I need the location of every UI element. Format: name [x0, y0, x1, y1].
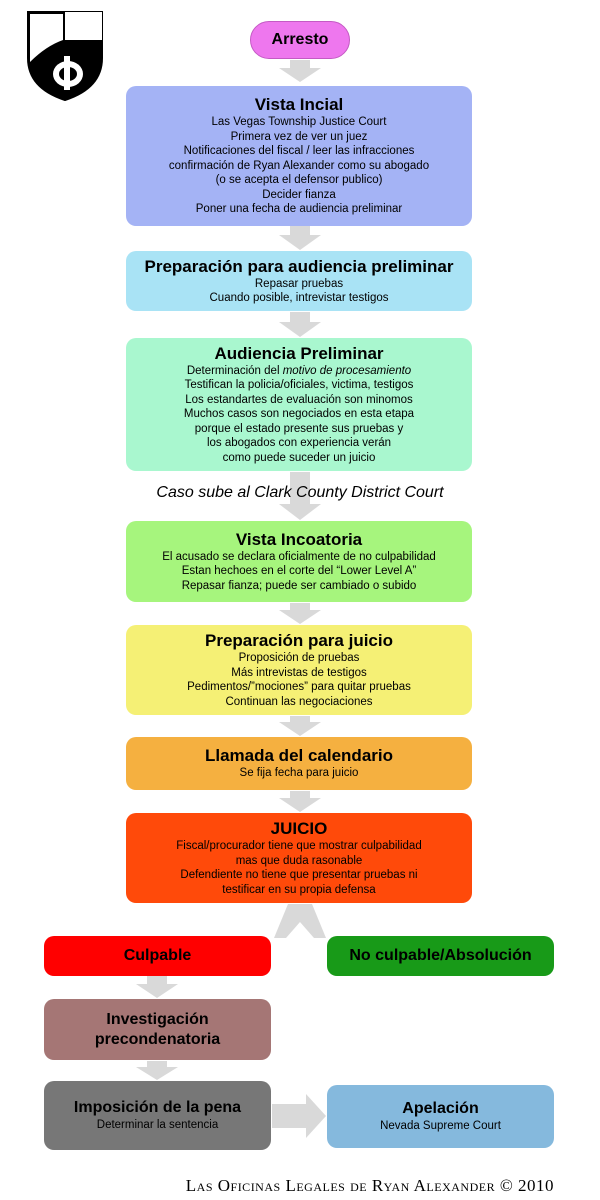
preparacion-audiencia-title: Preparación para audiencia preliminar — [144, 256, 454, 276]
juicio-line: testificar en su propia defensa — [222, 883, 376, 896]
vista-inicial-line: Notificaciones del fiscal / leer las infracciones — [183, 145, 415, 158]
vista-incoatoria-line: Repasar fianza; puede ser cambiado o subido — [181, 579, 417, 592]
juicio-line: mas que duda rasonable — [235, 854, 363, 867]
audiencia-preliminar-node — [126, 338, 472, 471]
investigacion-node — [44, 999, 271, 1060]
llamada-calendario-node — [126, 737, 472, 790]
culpable-label: Culpable — [123, 947, 192, 964]
audiencia-preliminar-line: Testifican la policia/oficiales, victima, testigos — [184, 379, 414, 392]
preparacion-juicio-line: Continuan las negociaciones — [225, 695, 373, 708]
preparacion-audiencia-node — [126, 251, 472, 311]
audiencia-preliminar-line: los abogados con experiencia verán — [206, 437, 392, 450]
footer-copyright: Las Oficinas Legales de Ryan Alexander © 2010 — [185, 1176, 554, 1195]
vista-inicial-line: Poner una fecha de audiencia preliminar — [195, 203, 403, 216]
preparacion-juicio-line: Más intrevistas de testigos — [231, 666, 367, 679]
vista-inicial-line: Decider fianza — [262, 188, 336, 201]
audiencia-preliminar-title: Audiencia Preliminar — [214, 343, 384, 363]
apelacion-title: Apelación — [402, 1100, 479, 1118]
arresto-label: Arresto — [271, 31, 329, 48]
preparacion-juicio-line: Pedimentos/”mociones” para quitar pruebas — [187, 681, 411, 693]
apelacion-sub: Nevada Supreme Court — [380, 1120, 501, 1133]
vista-inicial-title: Vista Incial — [254, 95, 344, 115]
audiencia-preliminar-line: como puede suceder un juicio — [222, 451, 376, 464]
audiencia-preliminar-line: porque el estado presente sus pruebas y — [194, 422, 404, 435]
preparacion-juicio-node — [126, 625, 472, 715]
llamada-calendario-line: Se fija fecha para juicio — [239, 767, 359, 780]
preparacion-juicio-line: Proposición de pruebas — [238, 652, 360, 664]
vista-incoatoria-line: El acusado se declara oficialmente de no culpabilidad — [162, 550, 436, 563]
imposicion-node — [44, 1081, 271, 1150]
imposicion-sub: Determinar la sentencia — [96, 1119, 219, 1132]
preparacion-audiencia-line: Repasar pruebas — [254, 277, 344, 290]
juicio-title: JUICIO — [270, 819, 328, 838]
juicio-line: Defendiente no tiene que presentar pruebas ni — [180, 869, 418, 881]
apelacion-node — [327, 1085, 554, 1148]
audiencia-preliminar-line: Los estandartes de evaluación son minomos — [185, 393, 413, 406]
district-court-caption: Caso sube al Clark County District Court — [156, 484, 444, 501]
audiencia-preliminar-line: Muchos casos son negociados en esta etapa — [183, 408, 415, 421]
arresto-node — [250, 21, 350, 59]
vista-incoatoria-node — [126, 521, 472, 602]
vista-inicial-node — [126, 86, 472, 226]
vista-inicial-line: Las Vegas Township Justice Court — [211, 116, 387, 129]
preparacion-audiencia-line: Cuando posible, intrevistar testigos — [209, 292, 389, 304]
audiencia-preliminar-line: Determinación del motivo de procesamiento — [186, 364, 412, 377]
preparacion-juicio-title: Preparación para juicio — [204, 631, 393, 650]
llamada-calendario-title: Llamada del calendario — [204, 746, 393, 766]
investigacion-line1: Investigación — [106, 1010, 209, 1028]
vista-incoatoria-line: Estan hechoes en el corte del “Lower Level A” — [181, 565, 417, 578]
investigacion-line2: precondenatoria — [94, 1030, 221, 1048]
no-culpable-label: No culpable/Absolución — [349, 947, 532, 964]
vista-incoatoria-title: Vista Incoatoria — [235, 529, 363, 549]
imposicion-title: Imposición de la pena — [73, 1099, 242, 1117]
vista-inicial-line: confirmación de Ryan Alexander como su abogado — [168, 159, 430, 172]
juicio-line: Fiscal/procurador tiene que mostrar culpabilidad — [176, 840, 422, 852]
vista-inicial-line: (o se acepta el defensor publico) — [215, 174, 383, 187]
culpable-node — [44, 936, 271, 976]
vista-inicial-line: Primera vez de ver un juez — [230, 130, 368, 143]
juicio-node — [126, 813, 472, 903]
no-culpable-node — [327, 936, 554, 976]
